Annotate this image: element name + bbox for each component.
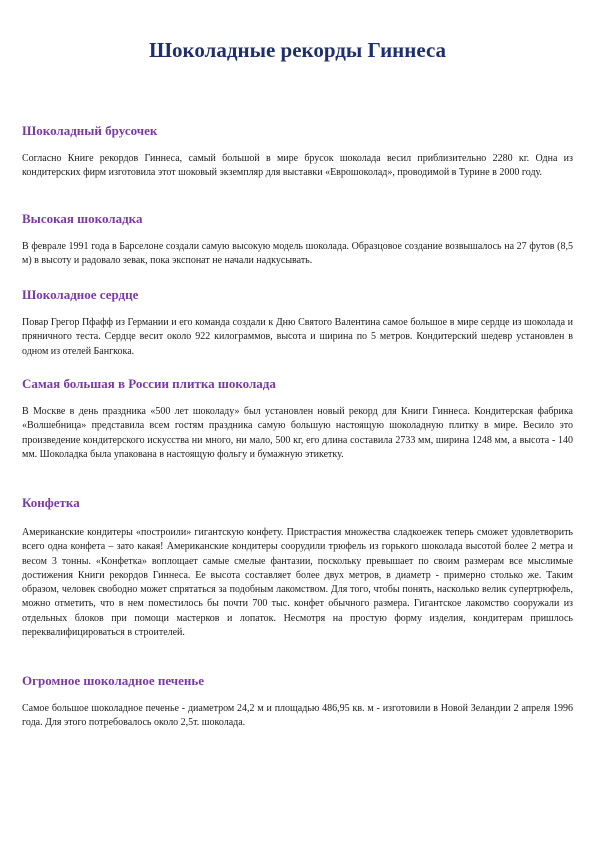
section-heading-chocolate-heart: Шоколадное сердце [22,287,139,302]
section-heading-chocolate-bar: Шоколадный брусочек [22,123,158,138]
page-title: Шоколадные рекорды Гиннеса [148,38,447,62]
section-text-cookie: Самое большое шоколадное печенье - диаметром 24,2 м и площадью 486,95 кв. м - изготовили в Новой Зеландии 2 апреля 1996 года. Для этого потребовалось около 2,5т. шоколада. [22,703,573,729]
section-text-candy: Американские кондитеры «построили» гигантскую конфету. Пристрастия множества сладкоежек теперь сможет удовлетворить всего одна конфета – зато какая! Американские кондитеры соорудили трюфель из горького шоколада высотой более 2 метра и весом 3 тонны. «Конфетка» воплощает самые смелые фантазии, поскольку превышает по своим размерам все мыслимые достижения Книги рекордов Гиннеса. Ее высота составляет более двух метров, в диаметр - примерно столько же. Таким образом, человек свободно может спрятаться за подобным лакомством. Для того, чтобы понять, насколько велик супертрюфель, можно отметить, что в нем поместилось бы почти 700 тыс. конфет обычного размера. Гигантское лакомство сооружали из отдельных блоков при помощи мастерков и лопаток. Несмотря на простую форму изделия, кондитерам пришлось переквалифицироваться в строителей. [22,527,573,639]
section-heading-cookie: Огромное шоколадное печенье [22,673,205,688]
section-heading-russia-bar: Самая большая в России плитка шоколада [22,376,276,391]
section-heading-tall-chocolate: Высокая шоколадка [22,211,143,226]
section-text-tall-chocolate: В феврале 1991 года в Барселоне создали самую высокую модель шоколада. Образцовое создание возвышалось на 27 футов (8,5 м) в высоту и радовало зевак, пока экспонат не начали надкусывать. [22,241,573,267]
section-heading-candy: Конфетка [22,495,80,510]
section-text-chocolate-heart: Повар Грегор Пфафф из Германии и его команда создали к Дню Святого Валентина самое большое в мире сердце из шоколада и пряничного теста. Сердце весит около 922 килограммов, высота и ширина по 5 метров. Кондитерский шедевр установлен в одном из отелей Бангкока. [22,317,573,357]
section-text-chocolate-bar: Согласно Книге рекордов Гиннеса, самый большой в мире брусок шоколада весил приблизительно 2280 кг. Одна из кондитерских фирм изготовила этот шоковый экземпляр для выставки «Еврошоколад», проводимой в Турине в 2000 году. [22,153,573,179]
section-text-russia-bar: В Москве в день праздника «500 лет шоколаду» был установлен новый рекорд для Книги Гиннеса. Кондитерская фабрика «Волшебница» представила всем гостям праздника самую большую настоящую шоколадную плитку в мире. Весило это произведение кондитерского искусства ни много, ни мало, 500 кг, его длина составила 2733 мм, ширина 1248 мм, а высота - 140 мм. Шоколадка была упакована в настоящую фольгу и бумажную этикетку. [22,406,573,460]
